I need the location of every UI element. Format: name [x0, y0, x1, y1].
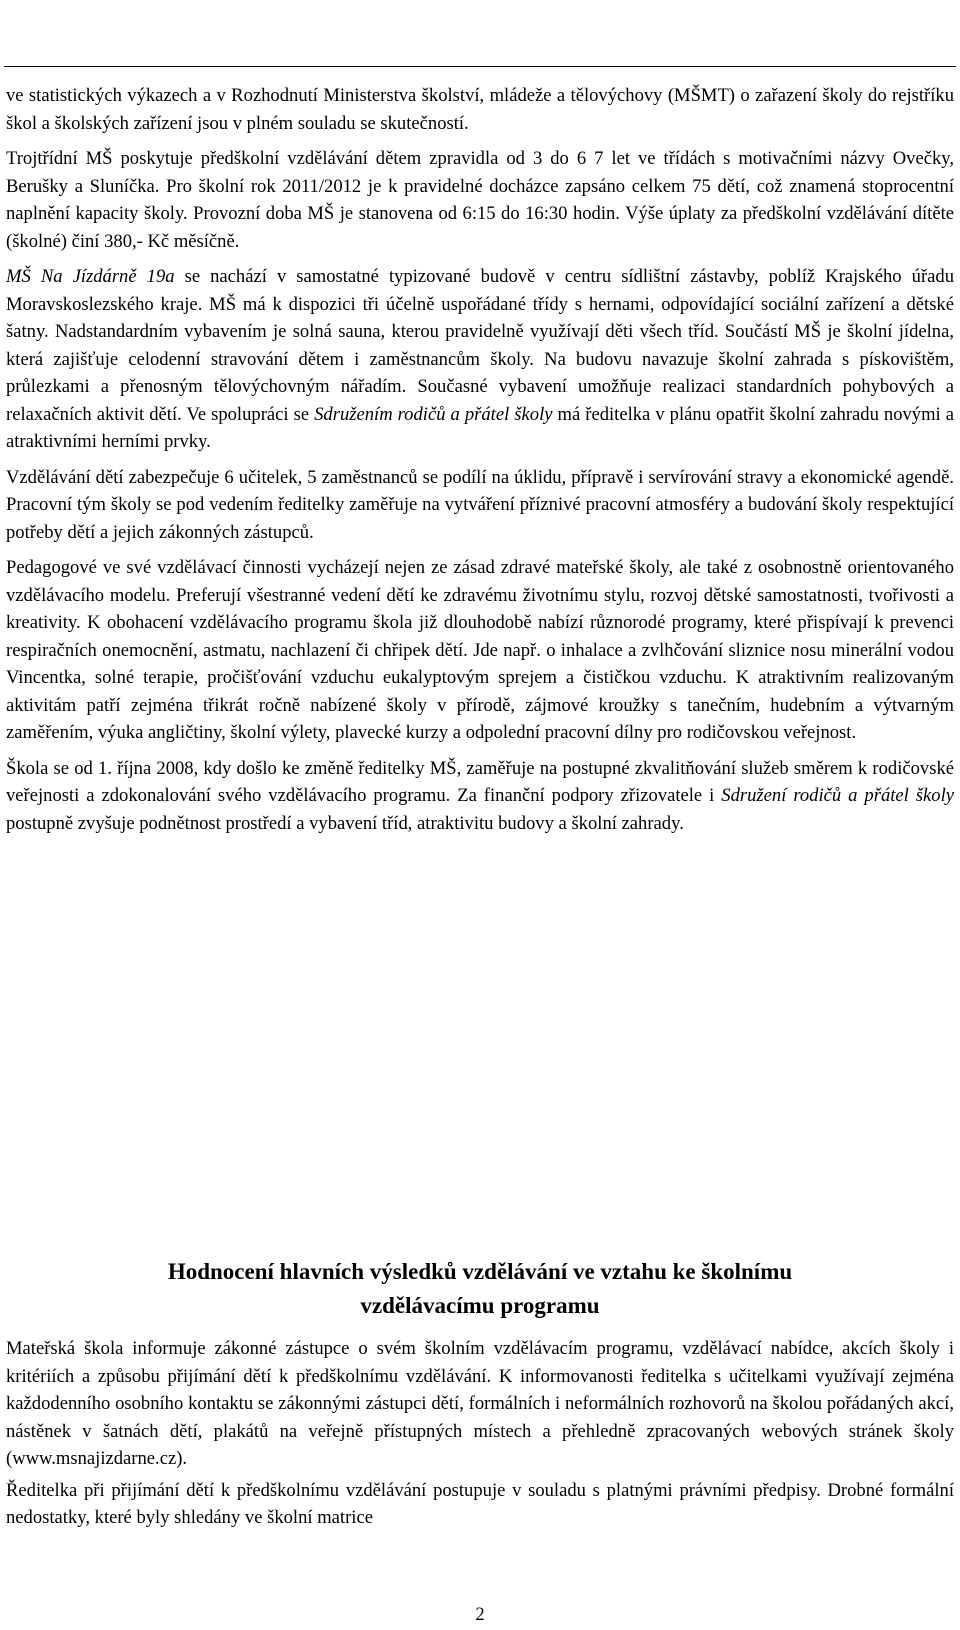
paragraph-building-text-a: se nachází v samostatné typizované budově v centru sídlištní zástavby, poblíž Krajského úřadu Moravskoslezského kraje. MŠ má k dispozici tři účelně uspořádané třídy s hernami, odpovídající sociální zařízení a dětské šatny. Nadstandardním vybavením je solná sauna, kterou pravidelně využívají děti všech tříd. Součástí MŠ je školní jídelna, která zajišťuje celodenní stravování dětem i zaměstnancům školy. Na budovu navazuje školní zahrada s pískovištěm, průlezkami a přenosným tělovýchovným nářadím. Současné vybavení umožňuje realizaci standardních pohybových a relaxačních aktivit dětí. Ve spolupráci se: [6, 266, 954, 425]
header-reference-number: Čj.: ČŠIT-2209/11-T: [769, 36, 954, 61]
association-name-italic-2: Sdružení rodičů a přátel školy: [721, 785, 954, 806]
section-heading: [0, 1255, 960, 1323]
paragraph-building: [6, 263, 954, 456]
paragraph-staff: Vzdělávání dětí zabezpečuje 6 učitelek, 5 zaměstnanců se podílí na úklidu, přípravě i servírování stravy a ekonomické agendě. Pracovní tým školy se pod vedením ředitelky zaměřuje na vytváření příznivé pracovní atmosféry a budování školy respektující potřeby dětí a jejich zákonných zástupců.: [6, 466, 954, 543]
paragraph-pedagogy: Pedagogové ve své vzdělávací činnosti vycházejí nejen ze zásad zdravé mateřské školy, ale také z osobnostně orientovaného vzdělávacího modelu. Preferují všestranné vedení dětí ke zdravému životnímu stylu, rozvoj dětské samostatnosti, tvořivosti a kreativity. K obohacení vzdělávacího programu škola již dlouhodobě nabízí různorodé programy, které přispívají k prevenci respiračních onemocnění, astmatu, nachlazení či chřipek dětí. Jde např. o inhalace a zvlhčování sliznice nosu minerální vodou Vincentka, solné terapie, pročišťování vzduchu eukalyptovým sprejem a čističkou vzduchu. K atraktivním realizovaným aktivitám patří zejména třikrát ročně nabízené školy v přírodě, zájmové kroužky s tanečním, hudebním a výtvarným zaměřením, výuka angličtiny, školní výlety, plavecké kurzy a odpolední pracovní dílny pro rodičovskou veřejnost.: [6, 557, 954, 743]
paragraph-admission: Ředitelka při přijímání dětí k předškolnímu vzdělávání postupuje v souladu s platnými právními předpisy. Drobné formální nedostatky, které byly shledány ve školní matrice: [6, 1479, 954, 1528]
school-name-italic: MŠ Na Jízdárně 19a: [6, 266, 175, 287]
header-inspectorate-name: Moravskoslezský inspektorát České školní inspekce: [2, 6, 476, 31]
header-report-type: Inspekční zpráva: [795, 6, 954, 31]
section-heading-line-1: Hodnocení hlavních výsledků vzdělávání ve vztahu ke školnímu: [167, 1259, 793, 1284]
paragraph-building-text-b: má ředitelka v plánu opatřit školní zahradu novými a atraktivními herními prvky.: [6, 403, 955, 452]
paragraph-improvement-text-a: Škola se od 1. října 2008, kdy došlo ke změně ředitelky MŠ, zaměřuje na postupné zkvalitňování služeb směrem k rodičovské veřejnosti a zdokonalování svého vzdělávacího programu. Za finanční podpory zřizovatele i: [6, 757, 954, 806]
page-header: [0, 6, 960, 62]
paragraph-information: Mateřská škola informuje zákonné zástupce o svém školním vzdělávacím programu, vzdělávací nabídce, akcích školy i kritériích a způsobu přijímání dětí k předškolnímu vzdělávání. K informovanosti ředitelka s učitelkami využívají zejména každodenního osobního kontaktu se zákonnými zástupci dětí, formálních i neformálních rozhovorů na školou pořádaných akcí, nástěnek v šatnách dětí, plakátů na veřejně přístupných místech a přehledně zpracovaných webových stránek školy (www.msnajizdarne.cz).: [6, 1338, 954, 1469]
paragraph-improvement: [6, 755, 954, 838]
document-body: [6, 82, 954, 837]
section-body: [6, 1335, 954, 1536]
paragraph-registry: ve statistických výkazech a v Rozhodnutí Ministerstva školství, mládeže a tělovýchovy (MŠMT) o zařazení školy do rejstříku škol a školských zařízení jsou v plném souladu se skutečností.: [6, 85, 954, 134]
paragraph-improvement-text-b: postupně zvyšuje podnětnost prostředí a vybavení tříd, atraktivitu budovy a školní zahrady.: [6, 812, 684, 834]
section-heading-line-2: vzdělávacímu programu: [360, 1293, 600, 1318]
paragraph-capacity: Trojtřídní MŠ poskytuje předškolní vzdělávání dětem zpravidla od 3 do 6 7 let ve třídách s motivačními názvy Ovečky, Berušky a Sluníčka. Pro školní rok 2011/2012 je k pravidelné docházce zapsáno celkem 75 dětí, což znamená stoprocentní naplnění kapacity školy. Provozní doba MŠ je stanovena od 6:15 do 16:30 hodin. Výše úplaty za předškolní vzdělávání dítěte (školné) činí 380,- Kč měsíčně.: [6, 148, 954, 252]
header-divider: [4, 66, 956, 67]
association-name-italic: Sdružením rodičů a přátel školy: [314, 403, 553, 425]
page-number: 2: [475, 1604, 485, 1625]
